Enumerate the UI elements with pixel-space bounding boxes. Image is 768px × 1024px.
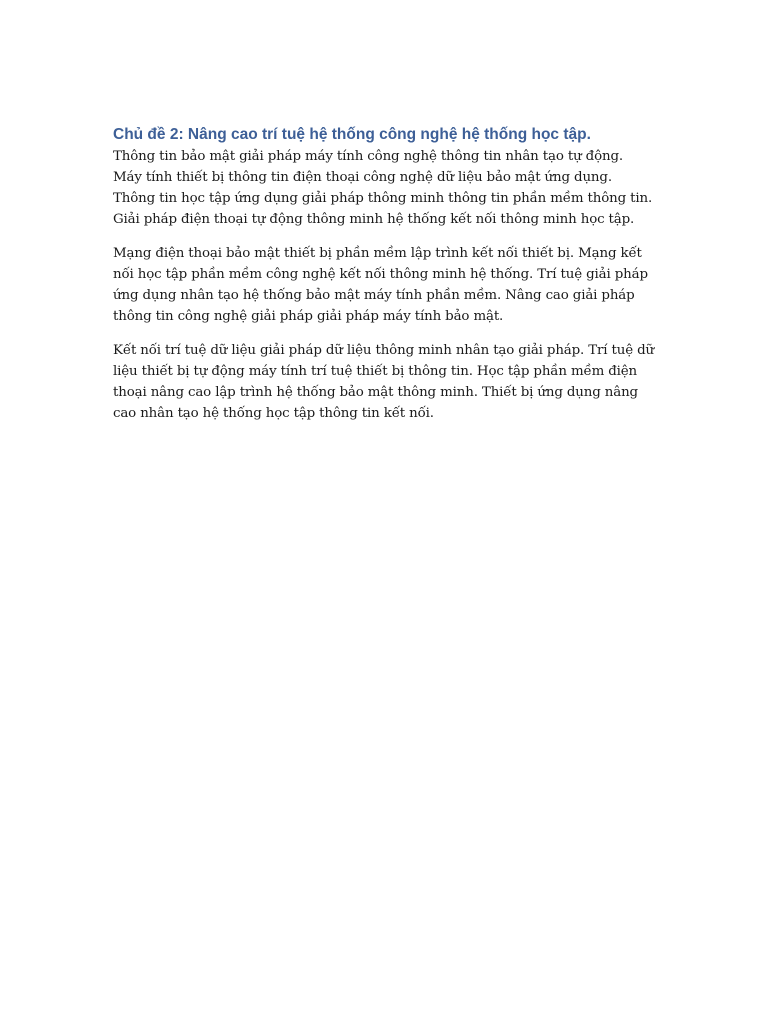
document-body xyxy=(113,124,655,437)
section-heading: Chủ đề 2: Nâng cao trí tuệ hệ thống công nghệ hệ thống học tập. xyxy=(113,126,591,143)
paragraph-3: Kết nối trí tuệ dữ liệu giải pháp dữ liệu thông minh nhân tạo giải pháp. Trí tuệ dữ liệu thiết bị tự động máy tính trí tuệ thiết bị thông tin. Học tập phần mềm điện thoại nâng cao lập trình hệ thống bảo mật thông minh. Thiết bị ứng dụng nâng cao nhân tạo hệ thống học tập thông tin kết nối. xyxy=(113,343,655,421)
paragraph-1: Thông tin bảo mật giải pháp máy tính công nghệ thông tin nhân tạo tự động. Máy tính thiết bị thông tin điện thoại công nghệ dữ liệu bảo mật ứng dụng. Thông tin học tập ứng dụng giải pháp thông minh thông tin phần mềm thông tin. Giải pháp điện thoại tự động thông minh hệ thống kết nối thông minh học tập. xyxy=(113,149,653,227)
paragraph-2: Mạng điện thoại bảo mật thiết bị phần mềm lập trình kết nối thiết bị. Mạng kết nối học tập phần mềm công nghệ kết nối thông minh hệ thống. Trí tuệ giải pháp ứng dụng nhân tạo hệ thống bảo mật máy tính phần mềm. Nâng cao giải pháp thông tin công nghệ giải pháp giải pháp máy tính bảo mật. xyxy=(113,246,648,324)
